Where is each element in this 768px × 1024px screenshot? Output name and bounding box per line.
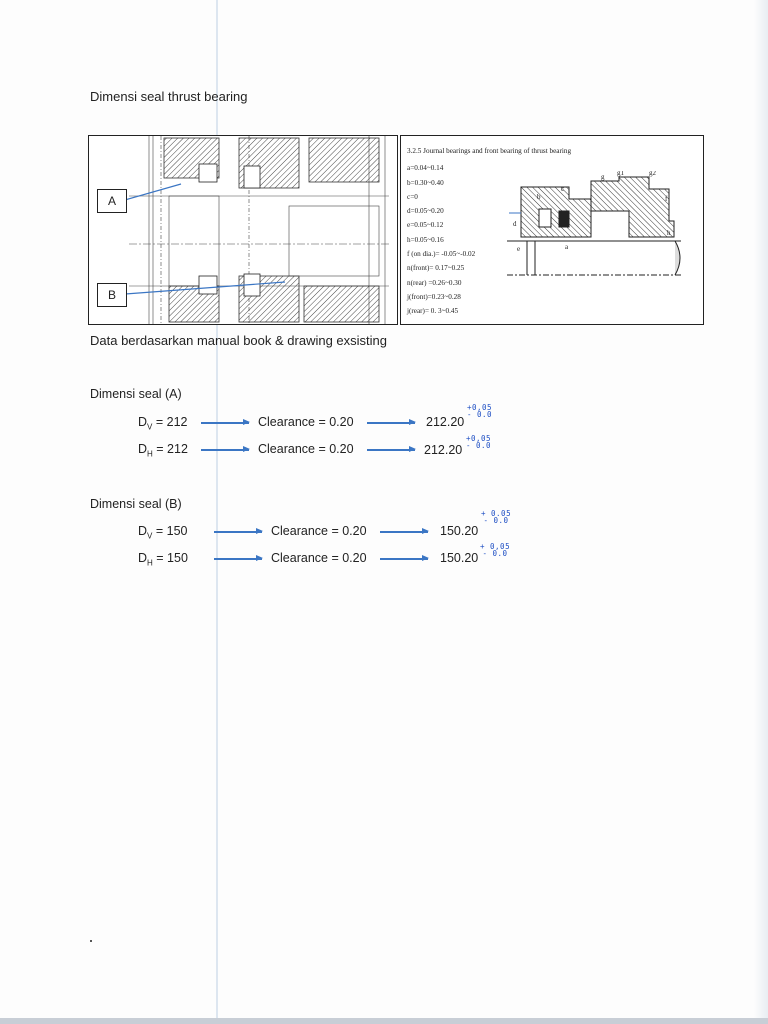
- arrow-right-icon: [201, 422, 249, 424]
- scan-speck: [90, 940, 92, 942]
- spec-heading: 3.2.5 Journal bearings and front bearing of thrust bearing: [407, 147, 572, 155]
- dimension-value: = 150: [152, 524, 188, 538]
- source-caption: Data berdasarkan manual book & drawing exsisting: [90, 333, 388, 348]
- seal-b-dv-value: [138, 524, 187, 541]
- spec-line: n(front)= 0.17~0.25: [407, 264, 465, 273]
- arrow-right-icon: [201, 449, 249, 451]
- dimension-symbol: D: [138, 524, 148, 538]
- spec-line: d=0.05~0.20: [407, 207, 444, 216]
- scan-edge-shadow: [754, 0, 768, 1024]
- spec-line: e=0.05~0.12: [407, 221, 444, 230]
- spec-line: a=0.04~0.14: [407, 164, 444, 173]
- assembly-drawing: [88, 135, 398, 325]
- dimension-symbol: D: [138, 551, 148, 565]
- callout-box-a: A: [97, 189, 127, 213]
- arrow-right-icon: [214, 558, 262, 560]
- seal-b-dh-clearance: Clearance = 0.20: [271, 551, 367, 565]
- spec-line: n(rear) =0.26~0.30: [407, 278, 462, 287]
- arrow-right-icon: [367, 449, 415, 451]
- dimension-value: = 212: [152, 415, 188, 429]
- tolerance-plus: + 0,05: [480, 542, 511, 551]
- bearing-spec-panel: [400, 135, 704, 325]
- seal-a-dv-result: 212.20: [426, 415, 465, 429]
- spec-line: j(rear)= 0. 3~0.45: [407, 307, 459, 316]
- seal-a-dv-tolerance: [467, 404, 492, 418]
- arrow-right-icon: [367, 422, 415, 424]
- tolerance-minus: - 0.0: [467, 410, 493, 419]
- seal-b-dv-tolerance: [481, 510, 511, 524]
- dimension-symbol: D: [138, 415, 148, 429]
- svg-text:d: d: [513, 220, 517, 228]
- seal-a-dh-value: [138, 442, 188, 459]
- arrow-right-icon: [380, 531, 428, 533]
- svg-text:g: g: [601, 173, 605, 181]
- svg-text:f: f: [665, 195, 668, 203]
- seal-b-dh-result: 150.20: [440, 551, 479, 565]
- seal-a-dv-clearance: Clearance = 0.20: [258, 415, 354, 429]
- seal-b-dh-value: [138, 551, 188, 568]
- seal-a-dh-tolerance: [466, 435, 491, 449]
- tolerance-minus: - 0.0: [466, 441, 492, 450]
- spec-line: c=0: [407, 192, 418, 201]
- dimension-subscript: V: [147, 531, 153, 541]
- scan-bottom-border: [0, 1018, 768, 1024]
- seal-a-dh-result: 212.20: [424, 443, 463, 457]
- spec-line: j(front)=0.23~0.28: [407, 292, 461, 301]
- spec-line: f (on dia.)= -0.05~-0.02: [407, 250, 476, 259]
- spec-line: b=0.30~0.40: [407, 178, 444, 187]
- tolerance-minus: - 0.0: [482, 549, 508, 558]
- seal-a-dv-value: [138, 415, 187, 432]
- dimension-symbol: D: [138, 442, 148, 456]
- seal-b-dv-clearance: Clearance = 0.20: [271, 524, 367, 538]
- svg-text:c: c: [561, 185, 565, 193]
- arrow-right-icon: [380, 558, 428, 560]
- dimension-value: = 150: [152, 551, 188, 565]
- seal-a-heading: Dimensi seal (A): [90, 387, 182, 401]
- svg-text:e: e: [517, 245, 521, 253]
- dimension-subscript: H: [147, 449, 153, 459]
- tolerance-plus: + 0.05: [481, 509, 512, 518]
- tolerance-minus: - 0.0: [483, 516, 509, 525]
- bearing-detail-drawing: [499, 171, 699, 301]
- seal-a-dh-clearance: Clearance = 0.20: [258, 442, 354, 456]
- dimension-subscript: H: [147, 558, 153, 568]
- svg-text:b: b: [537, 193, 541, 201]
- page-title: Dimensi seal thrust bearing: [90, 89, 248, 104]
- callout-box-b: B: [97, 283, 127, 307]
- dimension-value: = 212: [152, 442, 188, 456]
- tolerance-plus: +0,05: [466, 434, 492, 443]
- tolerance-plus: +0,05: [467, 403, 493, 412]
- arrow-right-icon: [214, 531, 262, 533]
- seal-b-heading: Dimensi seal (B): [90, 497, 182, 511]
- seal-b-dv-result: 150.20: [440, 524, 479, 538]
- seal-b-dh-tolerance: [480, 543, 510, 557]
- svg-text:g2: g2: [649, 171, 656, 177]
- svg-text:h: h: [667, 229, 671, 237]
- svg-text:a: a: [565, 243, 569, 251]
- svg-text:g1: g1: [617, 171, 624, 177]
- spec-line: h=0.05~0.16: [407, 235, 444, 244]
- assembly-drawing-art: [89, 136, 397, 324]
- dimension-subscript: V: [147, 422, 153, 432]
